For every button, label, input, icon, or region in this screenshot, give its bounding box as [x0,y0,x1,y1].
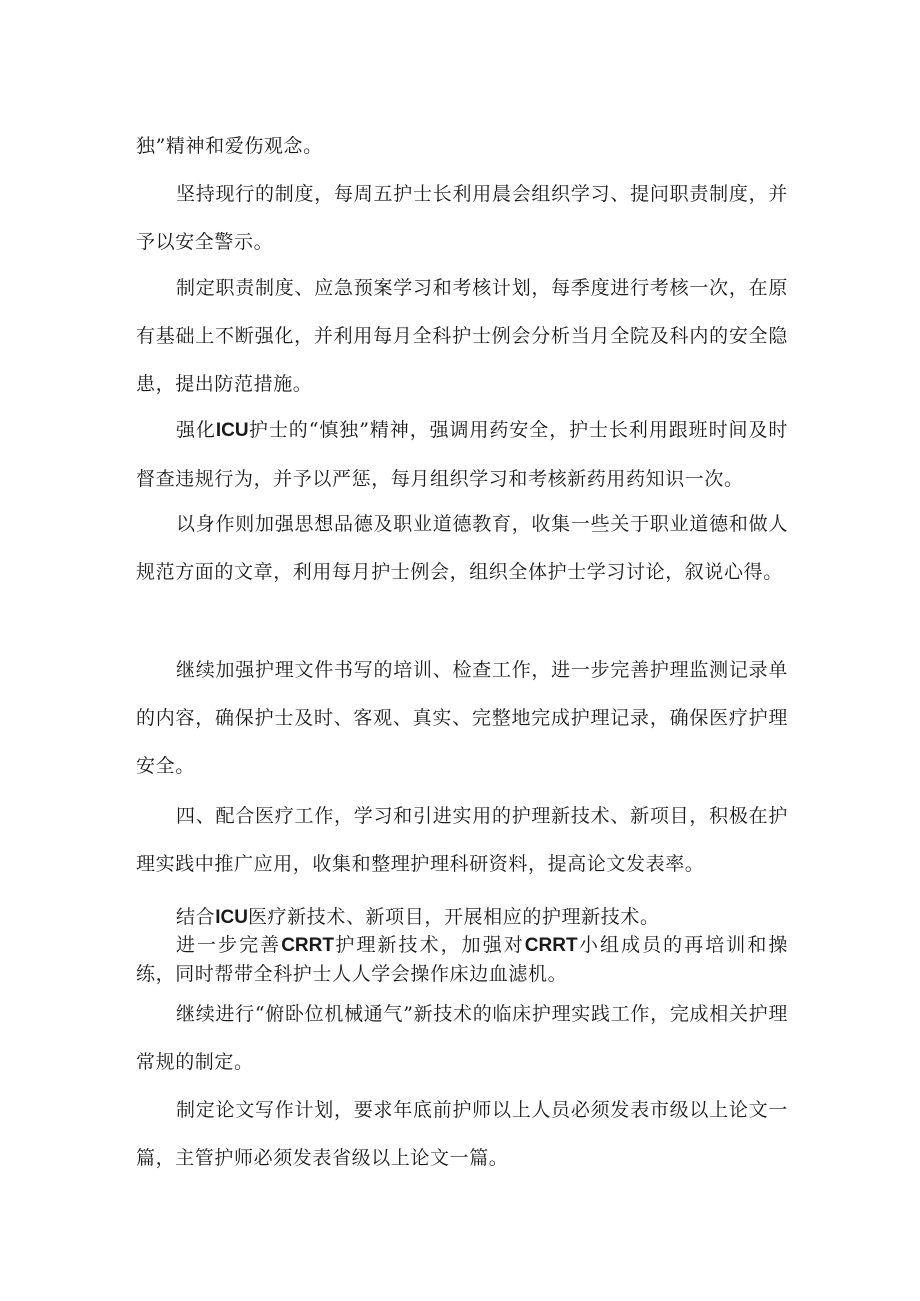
paragraph-10 [136,990,788,1086]
paragraph-4 [136,406,788,503]
paragraph-8 [136,903,788,932]
paragraph-text: 医疗新技术、新项目，开展相应的护理新技术。 [247,906,660,928]
paragraph-text: 继续进行“俯卧位机械通气”新技术的临床护理实践工作，完成相关护理常规的制定。 [136,1003,788,1073]
paragraph-7 [136,792,788,888]
paragraph-3 [136,264,788,408]
paragraph-9 [136,931,788,988]
acronym-icu: ICU [215,907,248,928]
acronym-crrt: CRRT [281,935,334,956]
paragraph-text: 制定论文写作计划，要求年底前护师以上人员必须发表市级以上论文一篇，主管护师必须发表省级以上论文一篇。 [136,1099,788,1169]
paragraph-text: 护理新技术，加强对 [333,934,525,956]
paragraph-text: 继续加强护理文件书写的培训、检查工作，进一步完善护理监测记录单的内容，确保护士及时、客观、真实、完整地完成护理记录，确保医疗护理安全。 [136,659,788,777]
paragraph-5 [136,500,788,596]
paragraph-11 [136,1086,788,1182]
paragraph-2 [136,170,788,266]
paragraph-6 [136,646,788,790]
acronym-icu: ICU [215,420,249,441]
paragraph-text: 结合 [176,906,216,928]
paragraph-text: 小组成员的再培训和操练，同时帮带全科护士人人学会操作床边血滤机。 [136,934,788,985]
paragraph-text: 独”精神和爱伤观念。 [136,135,323,157]
paragraph-1 [136,122,788,170]
paragraph-text: 以身作则加强思想品德及职业道德教育，收集一些关于职业道德和做人规范方面的文章，利用每月护士例会，组织全体护士学习讨论，叙说心得。 [136,513,788,583]
paragraph-text: 坚持现行的制度，每周五护士长利用晨会组织学习、提问职责制度，并予以安全警示。 [136,183,788,253]
paragraph-text: 制定职责制度、应急预案学习和考核计划，每季度进行考核一次，在原有基础上不断强化，并利用每月全科护士例会分析当月全院及科内的安全隐患，提出防范措施。 [136,277,788,395]
paragraph-text: 进一步完善 [176,934,282,956]
acronym-crrt: CRRT [524,935,578,956]
paragraph-text: 强化 [176,419,216,441]
paragraph-text: 护士的“慎独”精神，强调用药安全，护士长利用跟班时间及时督查违规行为，并予以严惩，每月组织学习和考核新药用药知识一次。 [136,419,788,490]
paragraph-text: 四、配合医疗工作，学习和引进实用的护理新技术、新项目，积极在护理实践中推广应用，收集和整理护理科研资料，提高论文发表率。 [136,805,788,875]
